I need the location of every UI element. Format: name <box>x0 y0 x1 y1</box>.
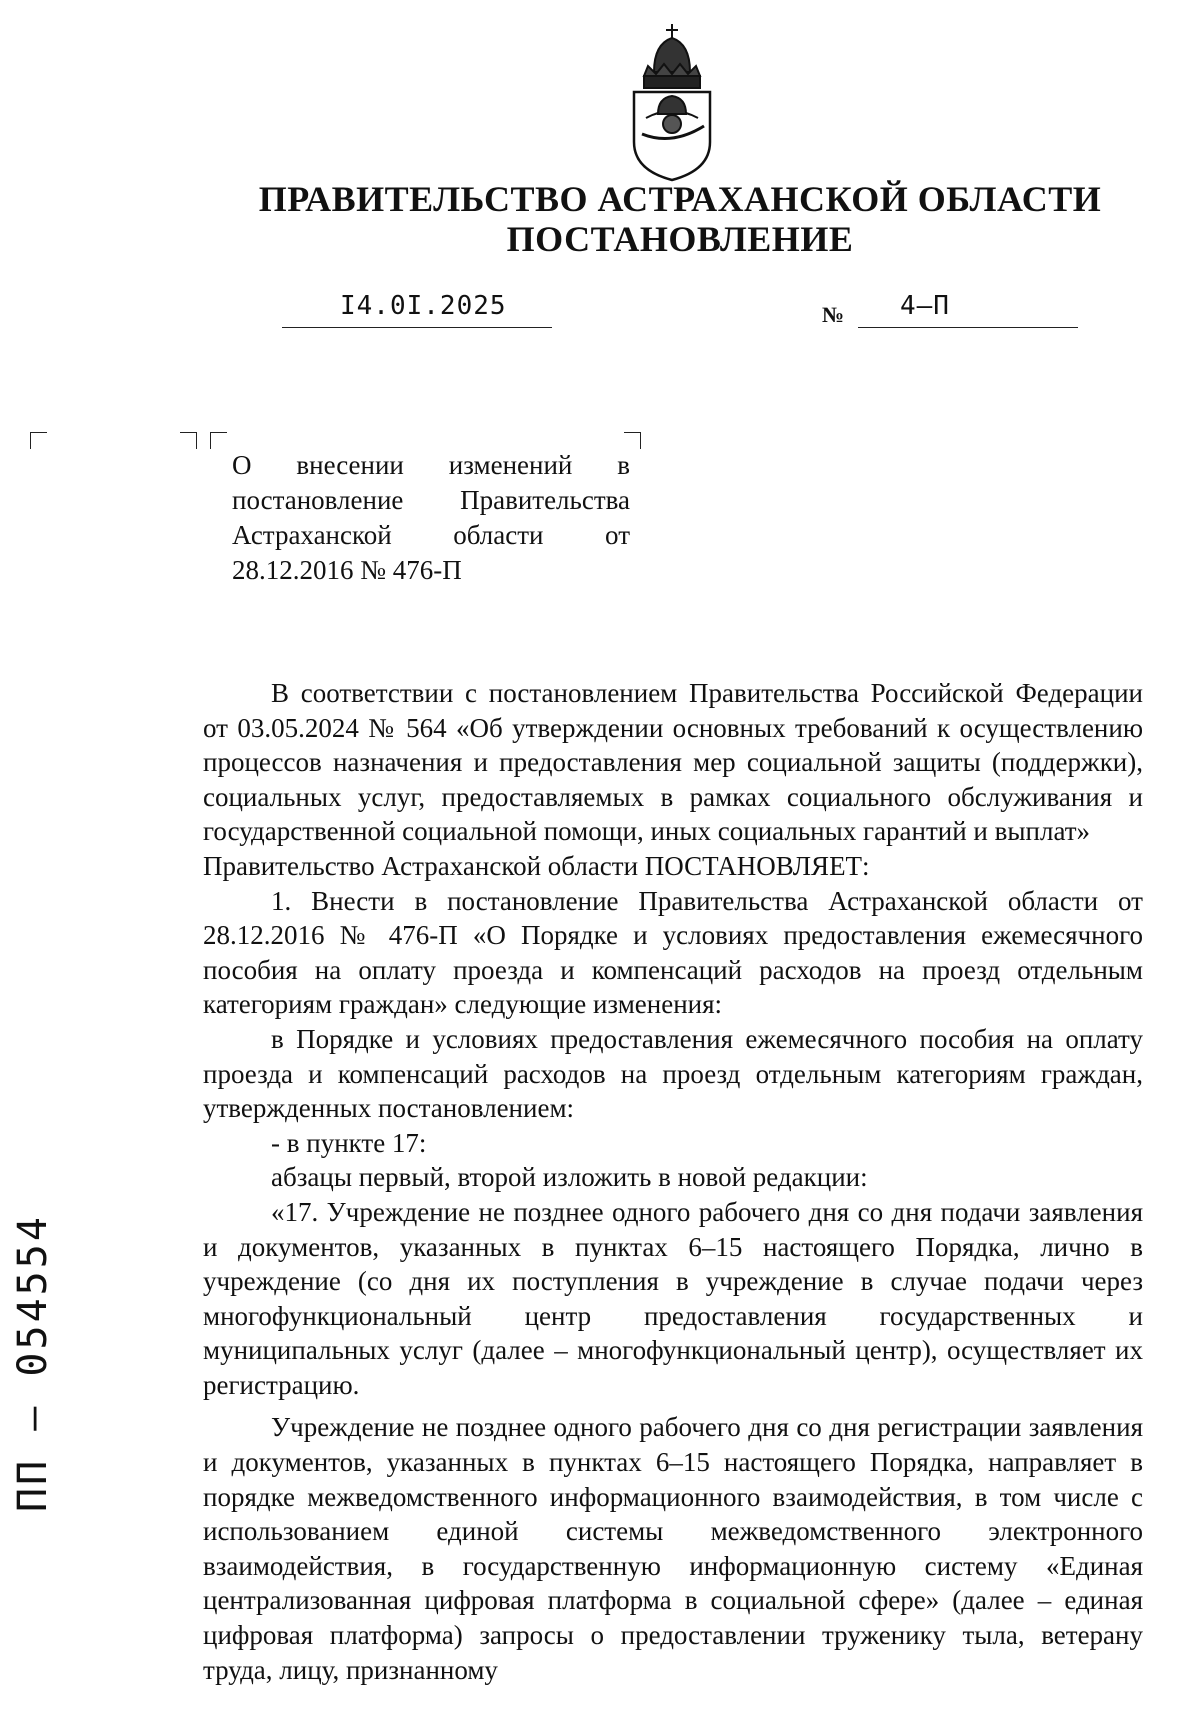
paragraph-quote-17: «17. Учреждение не позднее одного рабочего дня со дня подачи заявления и документов, указанных в пунктах 6–15 настоящего Порядка, лично в учреждение (со дня их поступления в учреждение в случае подачи через многофункциональный центр предоставления государственных и муниципальных услуг (далее – многофункциональный центр), осуществляет их регистрацию. <box>203 1196 1143 1400</box>
paragraph-basis: В соответствии с постановлением Правительства Российской Федерации от 03.05.2024 № 564 «Об утверждении основных требований к осуществлению процессов назначения и предоставления мер социальной защиты (поддержки), социальных услуг, предоставляемых в рамках социального обслуживания и государственной социальной помощи, иных социальных гарантий и выплат» <box>203 678 1143 847</box>
subject-corner-mark-left-outer <box>180 432 197 449</box>
paragraph-point-17: - в пункте 17: <box>271 1127 427 1158</box>
subject-corner-mark-right <box>624 432 641 449</box>
document-body <box>203 676 1143 1687</box>
serial-number-stamp: ПП – 054554 <box>10 1214 56 1512</box>
paragraph-order-changes: в Порядке и условиях предоставления ежемесячного пособия на оплату проезда и компенсаций расходов на проезд отдельным категориям граждан, утвержденных постановлением: <box>203 1023 1143 1124</box>
number-underline <box>858 285 1078 328</box>
coat-of-arms-icon <box>624 22 720 182</box>
paragraph-interagency-request: Учреждение не позднее одного рабочего дня со дня регистрации заявления и документов, указанных в пунктах 6–15 настоящего Порядка, направляет в порядке межведомственного информационного взаимодействия, в том числе с использованием единой системы межведомственного электронного взаимодействия, в государственную информационную систему «Единая централизованная цифровая платформа в социальной сфере» (далее – единая цифровая платформа) запросы о предоставлении труженику тыла, ветерану труда, лицу, признанному <box>203 1412 1143 1685</box>
paragraph-new-edition: абзацы первый, второй изложить в новой редакции: <box>271 1162 868 1193</box>
document-subject: О внесении изменений в постановление Правительства Астраханской области от 28.12.2016 № 476-П <box>232 450 630 585</box>
paragraph-item-1: 1. Внести в постановление Правительства Астраханской области от 28.12.2016 № 476-П «О Порядке и условиях предоставления ежемесячного пособия на оплату проезда и компенсаций расходов на проезд отдельным категориям граждан» следующие изменения: <box>203 885 1143 1020</box>
paragraph-resolves: Правительство Астраханской области ПОСТАНОВЛЯЕТ: <box>203 850 870 881</box>
left-margin-corner-mark <box>30 432 47 449</box>
number-sign: № <box>822 302 845 327</box>
document-number: 4–П <box>900 291 950 321</box>
document-date: I4.0I.2025 <box>340 291 507 321</box>
organization-title: ПРАВИТЕЛЬСТВО АСТРАХАНСКОЙ ОБЛАСТИ <box>258 179 1102 219</box>
subject-corner-mark-left-inner <box>210 432 227 449</box>
document-type-title: ПОСТАНОВЛЕНИЕ <box>506 219 854 259</box>
